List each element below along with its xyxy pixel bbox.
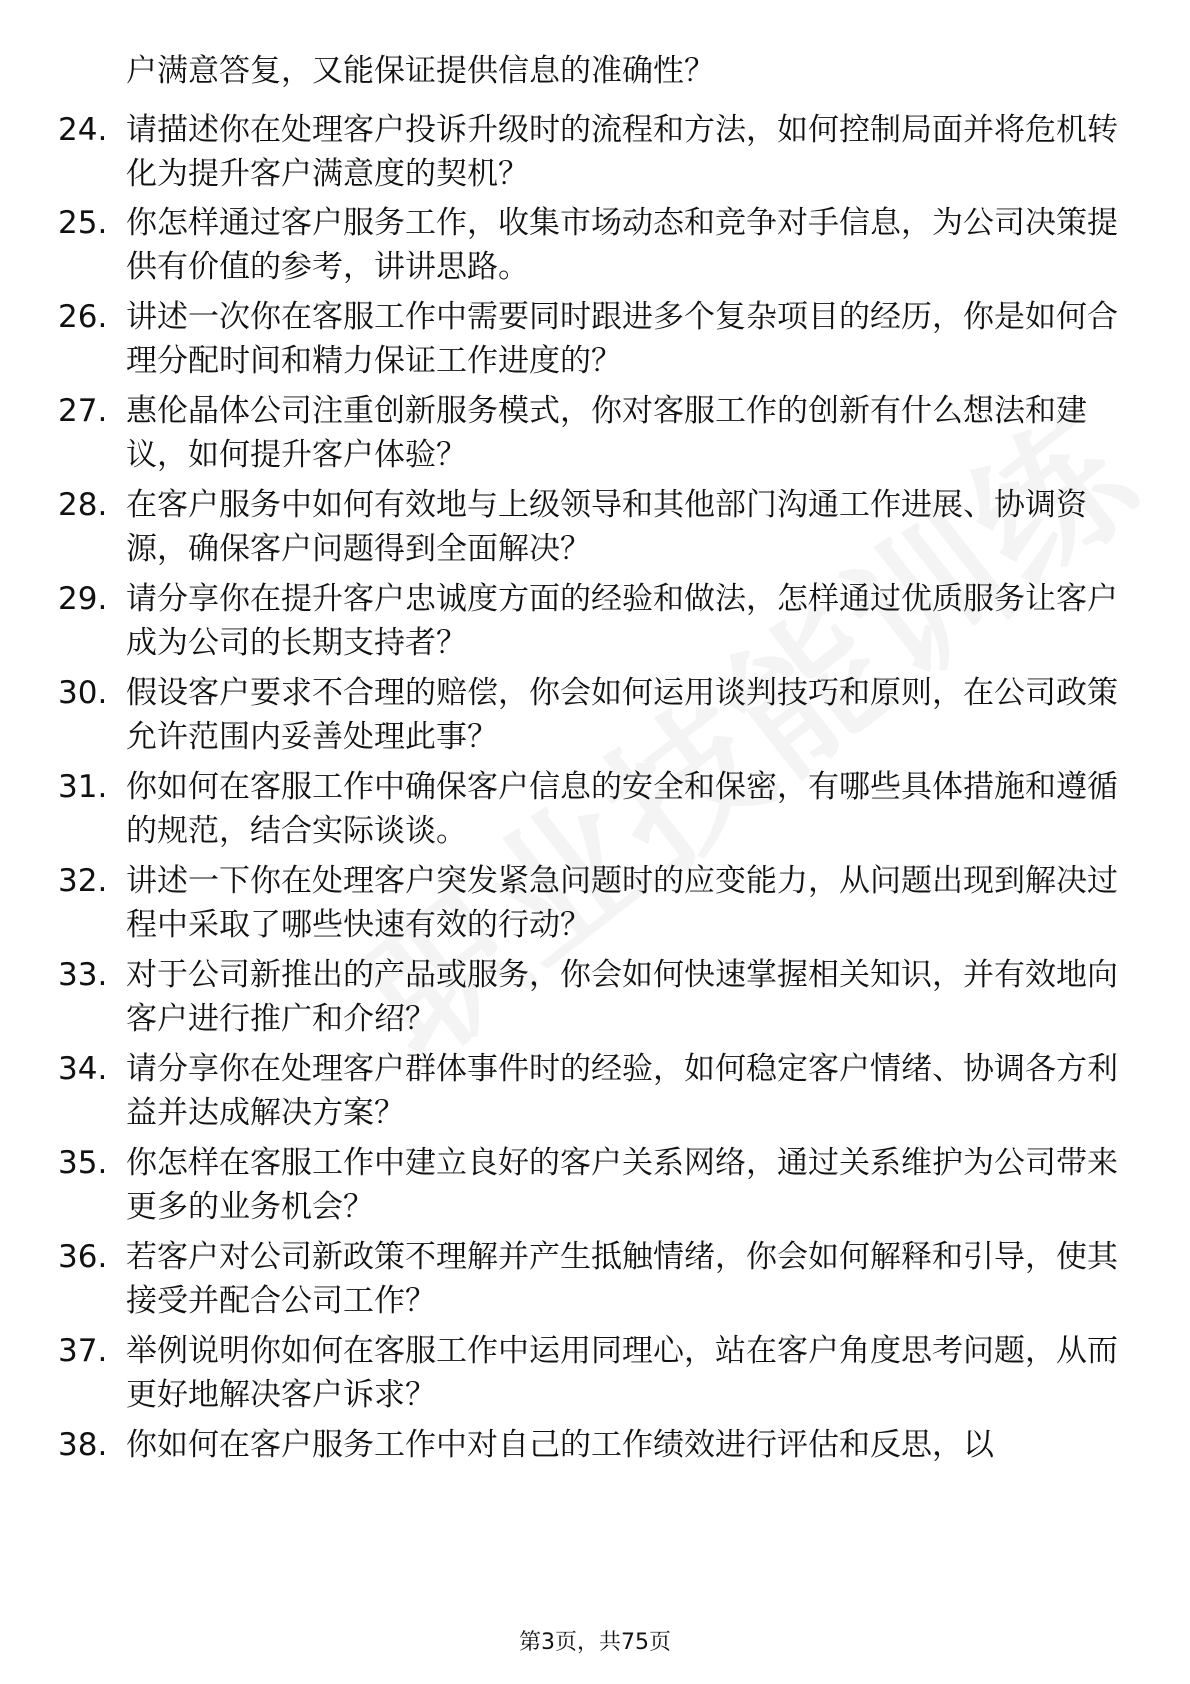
question-text: 你如何在客服工作中确保客户信息的安全和保密，有哪些具体措施和遵循的规范，结合实际谈谈。 (126, 769, 1118, 849)
question-number: 37. (58, 1333, 108, 1369)
question-text: 对于公司新推出的产品或服务，你会如何快速掌握相关知识，并有效地向客户进行推广和介绍？ (126, 957, 1118, 1037)
question-number: 32. (58, 863, 108, 899)
question-number: 38. (58, 1427, 108, 1463)
page-footer: 第3页，共75页 (519, 1630, 671, 1655)
question-number: 30. (58, 675, 108, 711)
question-text: 在客户服务中如何有效地与上级领导和其他部门沟通工作进展、协调资源，确保客户问题得到全面解决？ (126, 487, 1087, 567)
question-text: 请分享你在处理客户群体事件时的经验，如何稳定客户情绪、协调各方利益并达成解决方案？ (126, 1051, 1118, 1131)
question-number: 28. (58, 487, 108, 523)
question-text: 讲述一次你在客服工作中需要同时跟进多个复杂项目的经历，你是如何合理分配时间和精力保证工作进度的？ (126, 299, 1118, 379)
question-number: 31. (58, 769, 108, 805)
question-text: 若客户对公司新政策不理解并产生抵触情绪，你会如何解释和引导，使其接受并配合公司工作？ (126, 1239, 1118, 1319)
question-number: 33. (58, 957, 108, 993)
question-text: 讲述一下你在处理客户突发紧急问题时的应变能力，从问题出现到解决过程中采取了哪些快速有效的行动？ (126, 863, 1118, 943)
question-number: 36. (58, 1239, 108, 1275)
question-text: 你怎样通过客户服务工作，收集市场动态和竞争对手信息，为公司决策提供有价值的参考，讲讲思路。 (126, 205, 1118, 285)
question-number: 24. (58, 112, 108, 148)
question-text: 假设客户要求不合理的赔偿，你会如何运用谈判技巧和原则，在公司政策允许范围内妥善处理此事？ (126, 675, 1118, 755)
question-text: 惠伦晶体公司注重创新服务模式，你对客服工作的创新有什么想法和建议，如何提升客户体验？ (126, 393, 1087, 473)
question-number: 34. (58, 1051, 108, 1087)
question-text: 举例说明你如何在客服工作中运用同理心，站在客户角度思考问题，从而更好地解决客户诉求？ (126, 1333, 1118, 1413)
question-number: 29. (58, 581, 108, 617)
question-text: 请描述你在处理客户投诉升级时的流程和方法，如何控制局面并将危机转化为提升客户满意度的契机？ (126, 112, 1118, 192)
question-number: 26. (58, 299, 108, 335)
question-number: 27. (58, 393, 108, 429)
question-text: 你如何在客户服务工作中对自己的工作绩效进行评估和反思，以 (126, 1427, 994, 1463)
question-number: 35. (58, 1145, 108, 1181)
question-text: 请分享你在提升客户忠诚度方面的经验和做法，怎样通过优质服务让客户成为公司的长期支持者？ (126, 581, 1118, 661)
question-number: 25. (58, 205, 108, 241)
continuation-text: 户满意答复，又能保证提供信息的准确性？ (126, 53, 715, 89)
question-text: 你怎样在客服工作中建立良好的客户关系网络，通过关系维护为公司带来更多的业务机会？ (126, 1145, 1118, 1225)
